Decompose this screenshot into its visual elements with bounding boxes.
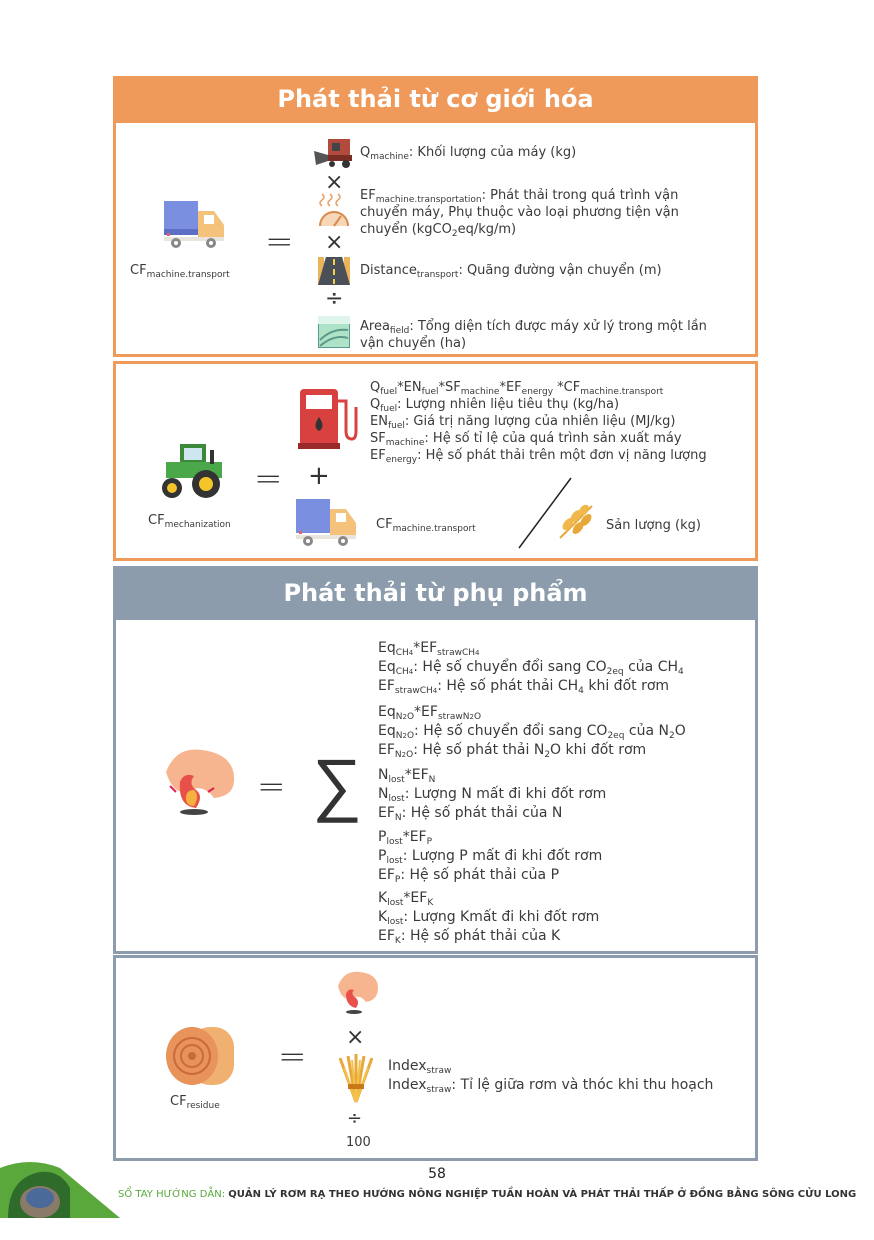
- fuel-pump-icon: [298, 387, 358, 451]
- cf-machine-transport-term: $CF_{machine.transport}$: [376, 517, 476, 534]
- p-lost-desc: $P_{lost}$: Lượng P mất đi khi đốt rơm: [378, 848, 603, 866]
- yield-label: Sản lượng (kg): [606, 518, 701, 533]
- section-title-residue: Phát thải từ phụ phẩm: [113, 566, 758, 620]
- times-sign: ×: [325, 230, 344, 255]
- ch4-formula: $Eq_{CH4}*EF_{strawCH4}$: [378, 640, 480, 658]
- equals-sign: =: [278, 1037, 307, 1077]
- ef-energy-text: $EF_{energy}$: Hệ số phát thải trên một đơn vị năng lượng: [370, 448, 707, 465]
- n-formula: $N_{lost}*EF_N$: [378, 767, 436, 785]
- equals-sign: =: [257, 767, 286, 807]
- area-field-line1: Area$_{field}$: Tổng diện tích được máy xử lý trong một lần: [360, 319, 707, 336]
- divide-sign: ÷: [347, 1108, 363, 1129]
- cf-residue-label: $CF_{residue}$: [170, 1094, 220, 1111]
- p-formula: $P_{lost}*EF_P$: [378, 829, 433, 847]
- k-lost-desc: $K_{lost}$: Lượng Kmất đi khi đốt rơm: [378, 909, 600, 927]
- ef-machine-transportation-line2: chuyển máy, Phụ thuộc vào loại phương tiện vận: [360, 205, 679, 220]
- truck-icon: [296, 497, 358, 547]
- times-sign: ×: [346, 1025, 365, 1050]
- ef-machine-transportation-line1: $EF_{machine.transportation}$: Phát thải trong quá trình vận: [360, 188, 679, 205]
- burning-straw-icon: [160, 742, 238, 820]
- q-fuel-text: $Q_{fuel}$: Lượng nhiên liệu tiêu thụ (kg/ha): [370, 397, 620, 414]
- ch4-conversion-desc: $Eq_{CH4}$: Hệ số chuyển đổi sang $CO_{2eq}$ của $CH_4$: [378, 659, 684, 677]
- q-machine-text: $Q_{machine}$: Khối lượng của máy (kg): [360, 145, 577, 162]
- distance-transport-text: Distance$_{transport}$: Quãng đường vận chuyển (m): [360, 263, 662, 280]
- tractor-icon: [158, 440, 230, 500]
- n2o-conversion-desc: $Eq_{N2O}$: Hệ số chuyển đổi sang $CO_{2eq}$ của $N_2O$: [378, 723, 686, 741]
- plus-sign: +: [308, 461, 330, 491]
- ef-n-desc: $EF_N$: Hệ số phát thải của N: [378, 805, 563, 823]
- footer-title: SỔ TAY HƯỚNG DẪN: QUẢN LÝ RƠM RẠ THEO HƯỚNG NÔNG NGHIỆP TUẦN HOÀN VÀ PHÁT THẢI THẤP Ở ĐỒNG BẰNG SÔNG CỬU LONG: [118, 1189, 857, 1200]
- sf-machine-text: $SF_{machine}$: Hệ số tỉ lệ của quá trình sản xuất máy: [370, 431, 682, 448]
- ef-p-desc: $EF_P$: Hệ số phát thải của P: [378, 867, 560, 885]
- section-title-mechanization: Phát thải từ cơ giới hóa: [113, 76, 758, 123]
- n2o-formula: $Eq_{N2O}*EF_{strawN2O}$: [378, 704, 482, 722]
- en-fuel-text: $EN_{fuel}$: Giá trị năng lượng của nhiên liệu (MJ/kg): [370, 414, 676, 431]
- ef-k-desc: $EF_K$: Hệ số phát thải của K: [378, 928, 561, 946]
- index-straw-desc: Index$_{straw}$: Tỉ lệ giữa rơm và thóc khi thu hoạch: [388, 1077, 714, 1095]
- straw-bale-icon: [164, 1025, 238, 1087]
- index-straw-term: Index$_{straw}$: [388, 1058, 452, 1076]
- burning-straw-icon: [334, 968, 380, 1016]
- harvester-icon: [314, 137, 354, 169]
- truck-icon: [164, 199, 226, 249]
- equals-sign: =: [265, 222, 294, 262]
- field-icon: [318, 316, 350, 348]
- equals-sign: =: [254, 459, 283, 499]
- road-icon: [318, 257, 350, 285]
- area-field-line2: vận chuyển (ha): [360, 336, 467, 351]
- n-lost-desc: $N_{lost}$: Lượng N mất đi khi đốt rơm: [378, 786, 607, 804]
- mechanization-formula: $Q_{fuel}*EN_{fuel}*SF_{machine}*EF_{energy}$ $*CF_{machine.transport}$: [370, 380, 664, 397]
- emission-gauge-icon: [316, 190, 352, 230]
- divide-sign: ÷: [325, 286, 344, 311]
- hundred-value: 100: [346, 1135, 371, 1150]
- times-sign: ×: [325, 170, 344, 195]
- ch4-emission-desc: $EF_{strawCH4}$: Hệ số phát thải $CH_4$ khi đốt rơm: [378, 678, 670, 696]
- summation-sign: ∑: [312, 743, 362, 825]
- k-formula: $K_{lost}*EF_K$: [378, 890, 434, 908]
- cf-mechanization-label: $CF_{mechanization}$: [148, 513, 231, 530]
- n2o-emission-desc: $EF_{N2O}$: Hệ số phát thải $N_2O$ khi đốt rơm: [378, 742, 647, 760]
- ef-machine-transportation-line3: chuyển (kgCO$_2$eq/kg/m): [360, 222, 517, 239]
- cf-machine-transport-label: $CF_{machine.transport}$: [130, 263, 230, 280]
- rice-grain-icon: [556, 502, 596, 540]
- straw-bundle-icon: [336, 1054, 376, 1104]
- page-number: 58: [428, 1166, 446, 1182]
